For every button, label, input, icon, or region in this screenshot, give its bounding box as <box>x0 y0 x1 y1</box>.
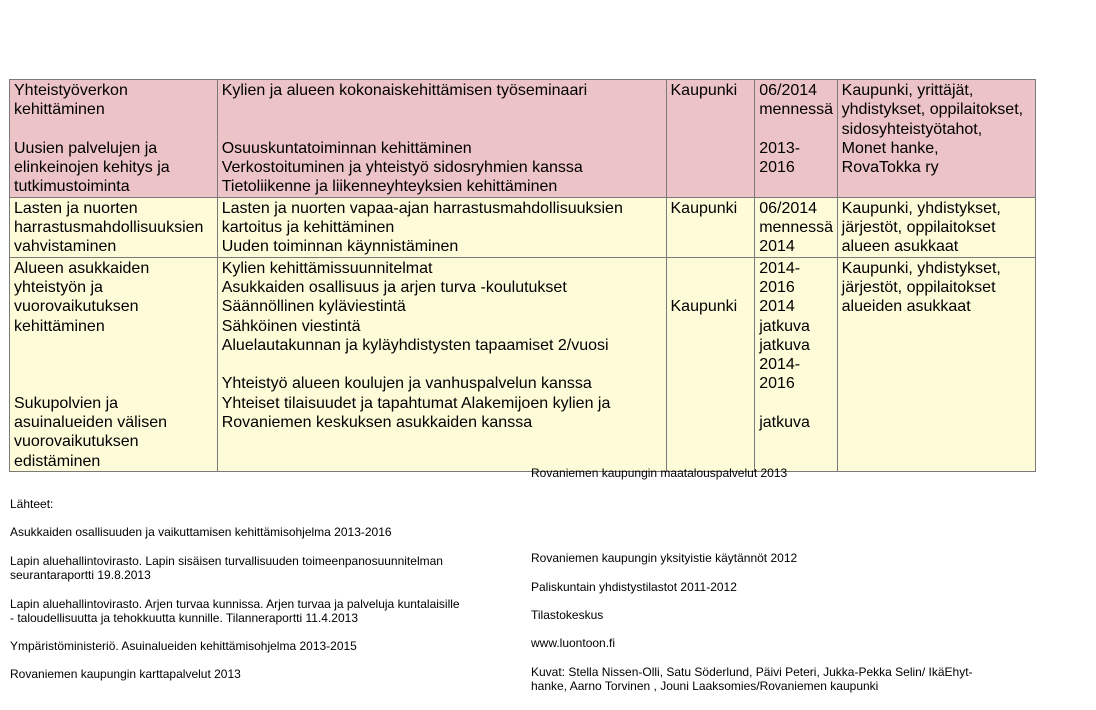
source-item: Rovaniemen kaupungin karttapalvelut 2013 <box>10 667 241 681</box>
actions-cell: Lasten ja nuorten vapaa-ajan harrastusmahdollisuuksien kartoitus ja kehittäminen Uuden toiminnan käynnistäminen <box>217 197 666 257</box>
photo-credits: Kuvat: Stella Nissen-Olli, Satu Söderlund, Päivi Peteri, Jukka-Pekka Selin/ IkäEhyt- hanke, Aarno Torvinen , Jouni Laaksomies/Rovaniemen kaupunki <box>531 665 973 693</box>
source-item: Rovaniemen kaupungin yksityistie käytännöt 2012 <box>531 551 798 565</box>
goal-cell: Alueen asukkaiden yhteistyön ja vuorovaikutuksen kehittäminen Sukupolvien ja asuinalueiden välisen vuorovaikutuksen edistäminen <box>10 257 218 471</box>
responsible-cell: Kaupunki <box>666 257 755 471</box>
goal-cell: Yhteistyöverkon kehittäminen Uusien palvelujen ja elinkeinojen kehitys ja tutkimustoiminta <box>10 80 218 198</box>
responsible-cell: Kaupunki <box>666 80 755 198</box>
partners-cell: Kaupunki, yrittäjät, yhdistykset, oppilaitokset, sidosyhteistyötahot, Monet hanke, RovaTokka ry <box>837 80 1035 198</box>
source-item: Paliskuntain yhdistystilastot 2011-2012 <box>531 580 737 594</box>
source-link[interactable]: www.luontoon.fi <box>531 636 616 650</box>
source-item: Asukkaiden osallisuuden ja vaikuttamisen kehittämisohjelma 2013-2016 <box>10 525 392 539</box>
responsible-cell: Kaupunki <box>666 197 755 257</box>
source-item: Tilastokeskus <box>531 608 604 622</box>
table-row <box>10 80 1036 198</box>
sources-heading: Lähteet: <box>10 497 54 511</box>
source-item: Lapin aluehallintovirasto. Lapin sisäisen turvallisuuden toimeenpanosuunnitelman seurantaraportti 19.8.2013 <box>10 554 443 582</box>
source-item: Rovaniemen kaupungin maatalouspalvelut 2013 <box>531 466 788 480</box>
schedule-cell: 06/2014 mennessä 2014 <box>755 197 837 257</box>
partners-cell: Kaupunki, yhdistykset, järjestöt, oppilaitokset alueen asukkaat <box>837 197 1035 257</box>
source-item: Ympäristöministeriö. Asuinalueiden kehittämisohjelma 2013-2015 <box>10 639 357 653</box>
partners-cell: Kaupunki, yhdistykset, järjestöt, oppilaitokset alueiden asukkaat <box>837 257 1035 471</box>
actions-cell: Kylien ja alueen kokonaiskehittämisen työseminaari Osuuskuntatoiminnan kehittäminen Verkostoituminen ja yhteistyö sidosryhmien kanssa Tietoliikenne ja liikenneyhteyksien kehittäminen <box>217 80 666 198</box>
schedule-cell: 06/2014 mennessä 2013- 2016 <box>755 80 837 198</box>
actions-cell: Kylien kehittämissuunnitelmat Asukkaiden osallisuus ja arjen turva -koulutukset Säännöllinen kyläviestintä Sähköinen viestintä Aluelautakunnan ja kyläyhdistysten tapaamiset 2/vuosi Yhteistyö alueen koulujen ja vanhuspalvelun kanssa Yhteiset tilaisuudet ja tapahtumat Alakemijoen kylien ja Rovaniemen keskuksen asukkaiden kanssa <box>217 257 666 471</box>
schedule-cell: 2014- 2016 2014 jatkuva jatkuva 2014- 2016 jatkuva <box>755 257 837 471</box>
goal-cell: Lasten ja nuorten harrastusmahdollisuuksien vahvistaminen <box>10 197 218 257</box>
table-row <box>10 257 1036 471</box>
action-plan-table <box>9 79 1036 472</box>
table-row <box>10 197 1036 257</box>
source-item: Lapin aluehallintovirasto. Arjen turvaa kunnissa. Arjen turvaa ja palveluja kuntalaisille - taloudellisuutta ja tehokkuutta kunnille. Tilanneraportti 11.4.2013 <box>10 597 460 625</box>
